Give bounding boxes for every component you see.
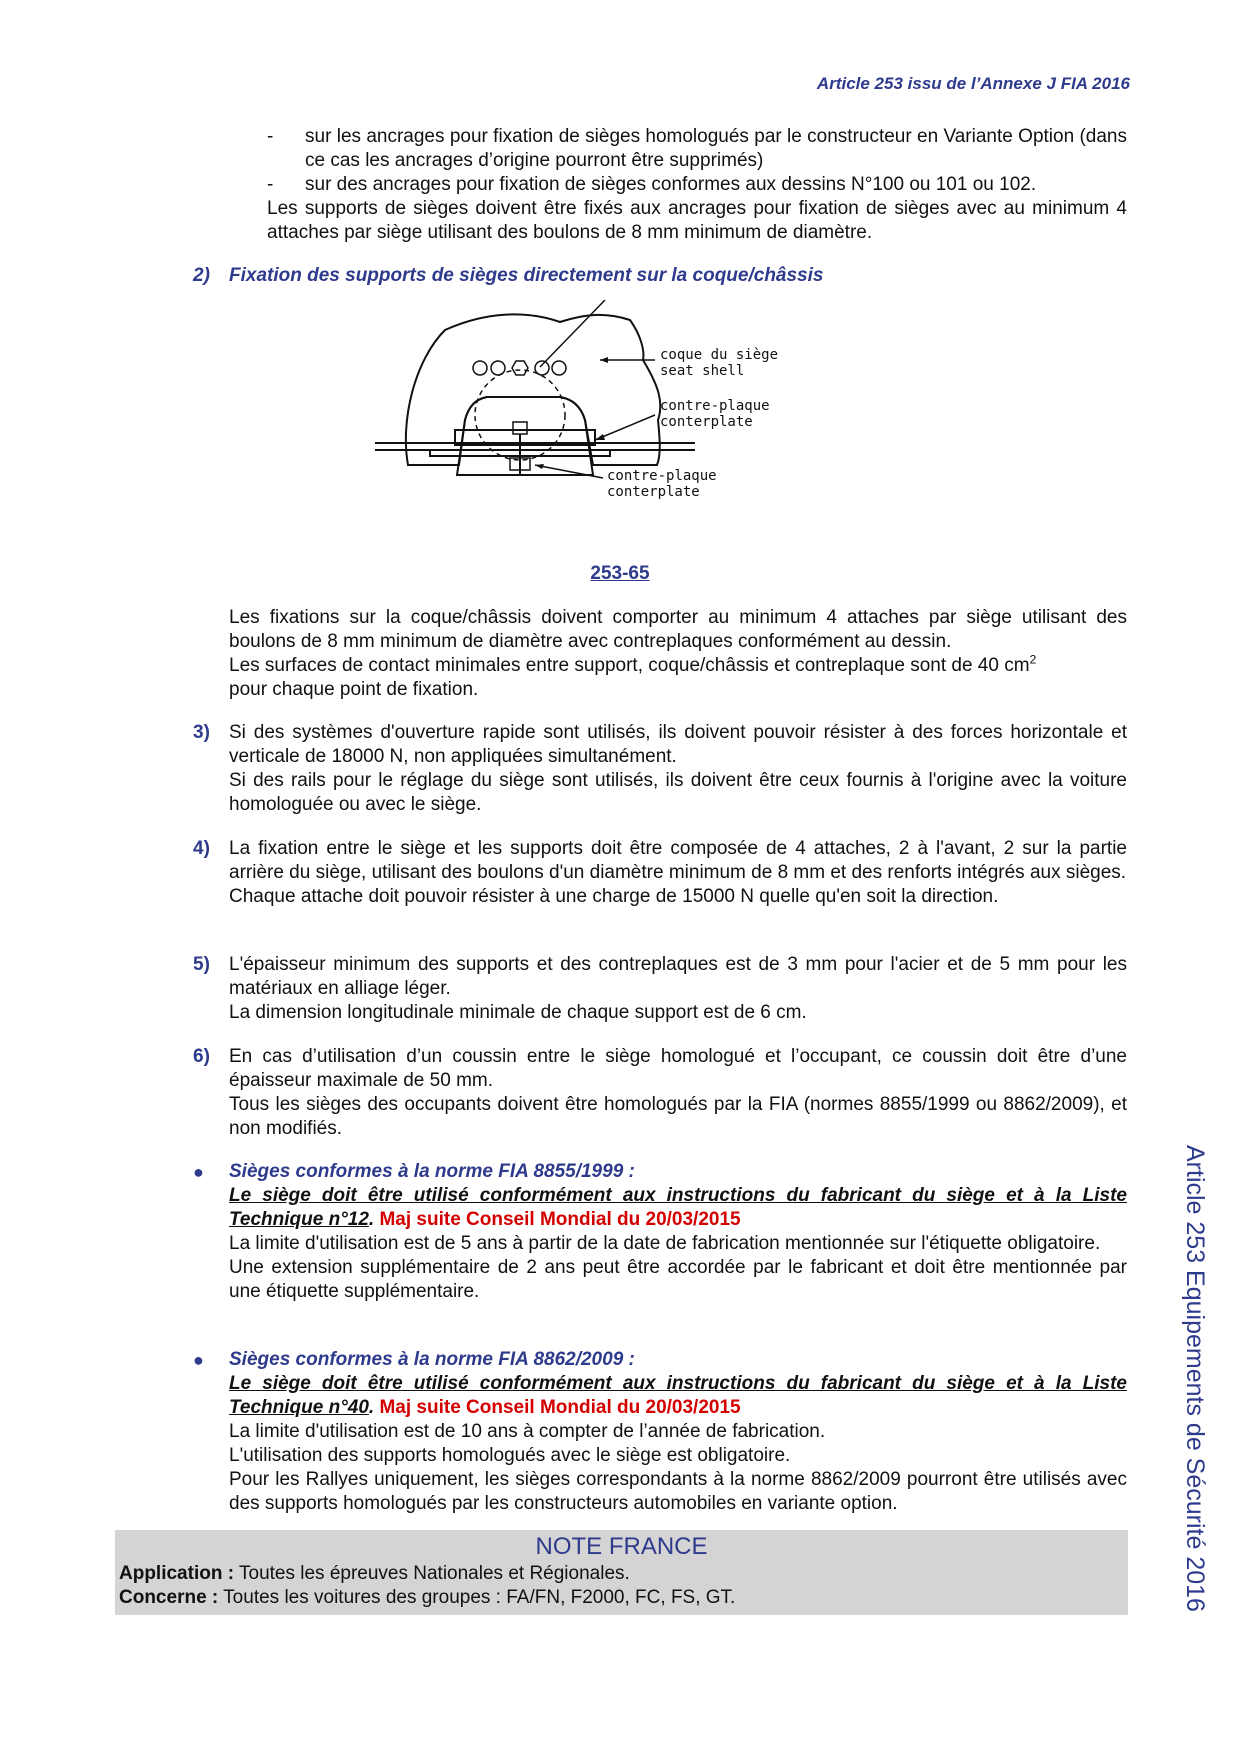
paragraph-line: La dimension longitudinale minimale de chaque support est de 6 cm. xyxy=(229,1002,807,1023)
label-contreplaque-1-en: conterplate xyxy=(660,414,753,430)
section-number: 4) xyxy=(193,838,210,859)
note-title: NOTE FRANCE xyxy=(535,1533,708,1560)
label-contreplaque-2-fr: contre-plaque xyxy=(607,468,717,484)
paragraph-line: pour chaque point de fixation. xyxy=(229,679,479,700)
side-title-wrapper xyxy=(1178,1145,1212,1665)
bullet-rule-line: Le siège doit être utilisé conformément aux instructions du fabricant du siège et à la Liste Technique n°40. Maj suite Conseil Mondial du 20/03/2015 xyxy=(229,1373,1127,1418)
paragraph-line: Chaque attache doit pouvoir résister à une charge de 15000 N quelle qu'en soit la direction. xyxy=(229,886,999,907)
section-number: 5) xyxy=(193,954,210,975)
side-title: Article 253 Equipements de Sécurité 2016 xyxy=(1181,1145,1209,1612)
intro-paragraph: Les supports de sièges doivent être fixés aux ancrages pour fixation de sièges avec au minimum 4 attaches par siège utilisant des boulons de 8 mm minimum de diamètre. xyxy=(267,198,1127,243)
bullet-8855 xyxy=(193,1160,1127,1304)
label-coque-fr: coque du siège xyxy=(660,347,779,363)
note-concerne-text: Toutes les voitures des groupes : FA/FN, F2000, FC, FS, GT. xyxy=(218,1587,736,1608)
dash-marker: - xyxy=(267,126,274,147)
section-number: 2) xyxy=(193,265,210,286)
section-number: 3) xyxy=(193,722,210,743)
bullet-underlined-rule: Le siège doit être utilisé conformément aux instructions du fabricant du siège et à la Liste Technique n°40 xyxy=(229,1373,1127,1418)
paragraph-line: L'épaisseur minimum des supports et des contreplaques est de 3 mm pour l'acier et de 5 mm pour les matériaux en alliage léger. xyxy=(229,954,1127,999)
bracket xyxy=(457,397,593,475)
label-contreplaque-2-en: conterplate xyxy=(607,484,700,500)
dash-item-text: sur les ancrages pour fixation de sièges homologués par le constructeur en Variante Option (dans ce cas les ancrages d’origine pourront être supprimés) xyxy=(305,126,1127,171)
intro-dash-list xyxy=(267,125,1127,197)
label-contreplaque-1-fr: contre-plaque xyxy=(660,398,770,414)
section-2-paragraph xyxy=(229,606,1127,702)
paragraph-line: Si des rails pour le réglage du siège sont utilisés, ils doivent être ceux fournis à l'origine avec la voiture homologuée ou avec le siège. xyxy=(229,770,1127,815)
superscript: 2 xyxy=(1029,652,1037,667)
paragraph-line: Si des systèmes d'ouverture rapide sont utilisés, ils doivent pouvoir résister à des forces horizontale et verticale de 18000 N, non appliquées simultanément. xyxy=(229,722,1127,767)
dash-item-text: sur des ancrages pour fixation de sièges conformes aux dessins N°100 ou 101 ou 102. xyxy=(305,174,1037,195)
paragraph-line: Les fixations sur la coque/châssis doivent comporter au minimum 4 attaches par siège utilisant des boulons de 8 mm minimum de diamètre avec contreplaques conformément au dessin. xyxy=(229,607,1127,652)
dash-marker: - xyxy=(267,174,274,195)
bullet-icon: ● xyxy=(193,1162,204,1182)
contact-surface-text: Les surfaces de contact minimales entre support, coque/châssis et contreplaque sont de 40 cm xyxy=(229,655,1030,676)
section-title: Fixation des supports de sièges directement sur la coque/châssis xyxy=(229,265,824,286)
dash-item xyxy=(267,125,1127,173)
paragraph-line: La limite d'utilisation est de 10 ans à compter de l’année de fabrication. xyxy=(229,1421,826,1442)
section-5 xyxy=(193,953,1127,1025)
page-header: Article 253 issu de l’Annexe J FIA 2016 xyxy=(816,74,1130,93)
note-concerne-label: Concerne : xyxy=(119,1587,219,1608)
note-application xyxy=(115,1562,1128,1586)
section-2-heading xyxy=(193,264,823,288)
update-note: Maj suite Conseil Mondial du 20/03/2015 xyxy=(379,1209,741,1230)
paragraph-line: Pour les Rallyes uniquement, les sièges correspondants à la norme 8862/2009 pourront être utilisés avec des supports homologués par les constructeurs automobiles en variante option. xyxy=(229,1469,1127,1514)
bullet-rule-line: Le siège doit être utilisé conformément aux instructions du fabricant du siège et à la Liste Technique n°12. Maj suite Conseil Mondial du 20/03/2015 xyxy=(229,1185,1127,1230)
label-coque-en: seat shell xyxy=(660,363,745,379)
note-france-box xyxy=(115,1530,1128,1615)
section-4 xyxy=(193,837,1127,909)
bullet-icon: ● xyxy=(193,1350,204,1370)
note-concerne xyxy=(115,1586,1128,1610)
note-application-label: Application : xyxy=(119,1563,235,1584)
paragraph-line: Une extension supplémentaire de 2 ans peut être accordée par le fabricant et doit être mentionnée par une étiquette supplémentaire. xyxy=(229,1257,1127,1302)
section-6 xyxy=(193,1045,1127,1141)
bullet-title: Sièges conformes à la norme FIA 8862/2009 : xyxy=(229,1349,635,1370)
paragraph-line: La fixation entre le siège et les supports doit être composée de 4 attaches, 2 à l'avant, 2 sur la partie arrière du siège, utilisant des boulons d'un diamètre minimum de 8 mm et des renforts intégrés aux sièges. xyxy=(229,838,1127,883)
paragraph-line: La limite d'utilisation est de 5 ans à partir de la date de fabrication mentionnée sur l'étiquette obligatoire. xyxy=(229,1233,1101,1254)
note-application-text: Toutes les épreuves Nationales et Régionales. xyxy=(234,1563,630,1584)
paragraph-line: Tous les sièges des occupants doivent être homologués par la FIA (normes 8855/1999 ou 8862/2009), et non modifiés. xyxy=(229,1094,1127,1139)
update-note: Maj suite Conseil Mondial du 20/03/2015 xyxy=(379,1397,741,1418)
bullet-underlined-rule: Le siège doit être utilisé conformément aux instructions du fabricant du siège et à la Liste Technique n°12 xyxy=(229,1185,1127,1230)
paragraph-line xyxy=(229,654,1127,678)
figure-caption: 253-65 xyxy=(590,563,650,584)
section-3 xyxy=(193,721,1127,817)
figure-253-65 xyxy=(375,300,875,590)
dash-item xyxy=(267,173,1127,197)
bullet-8862 xyxy=(193,1348,1127,1516)
section-number: 6) xyxy=(193,1046,210,1067)
bullet-title: Sièges conformes à la norme FIA 8855/1999 : xyxy=(229,1161,635,1182)
paragraph-line: L'utilisation des supports homologués avec le siège est obligatoire. xyxy=(229,1445,791,1466)
paragraph-line: En cas d’utilisation d’un coussin entre le siège homologué et l’occupant, ce coussin doit être d’une épaisseur maximale de 50 mm. xyxy=(229,1046,1127,1091)
